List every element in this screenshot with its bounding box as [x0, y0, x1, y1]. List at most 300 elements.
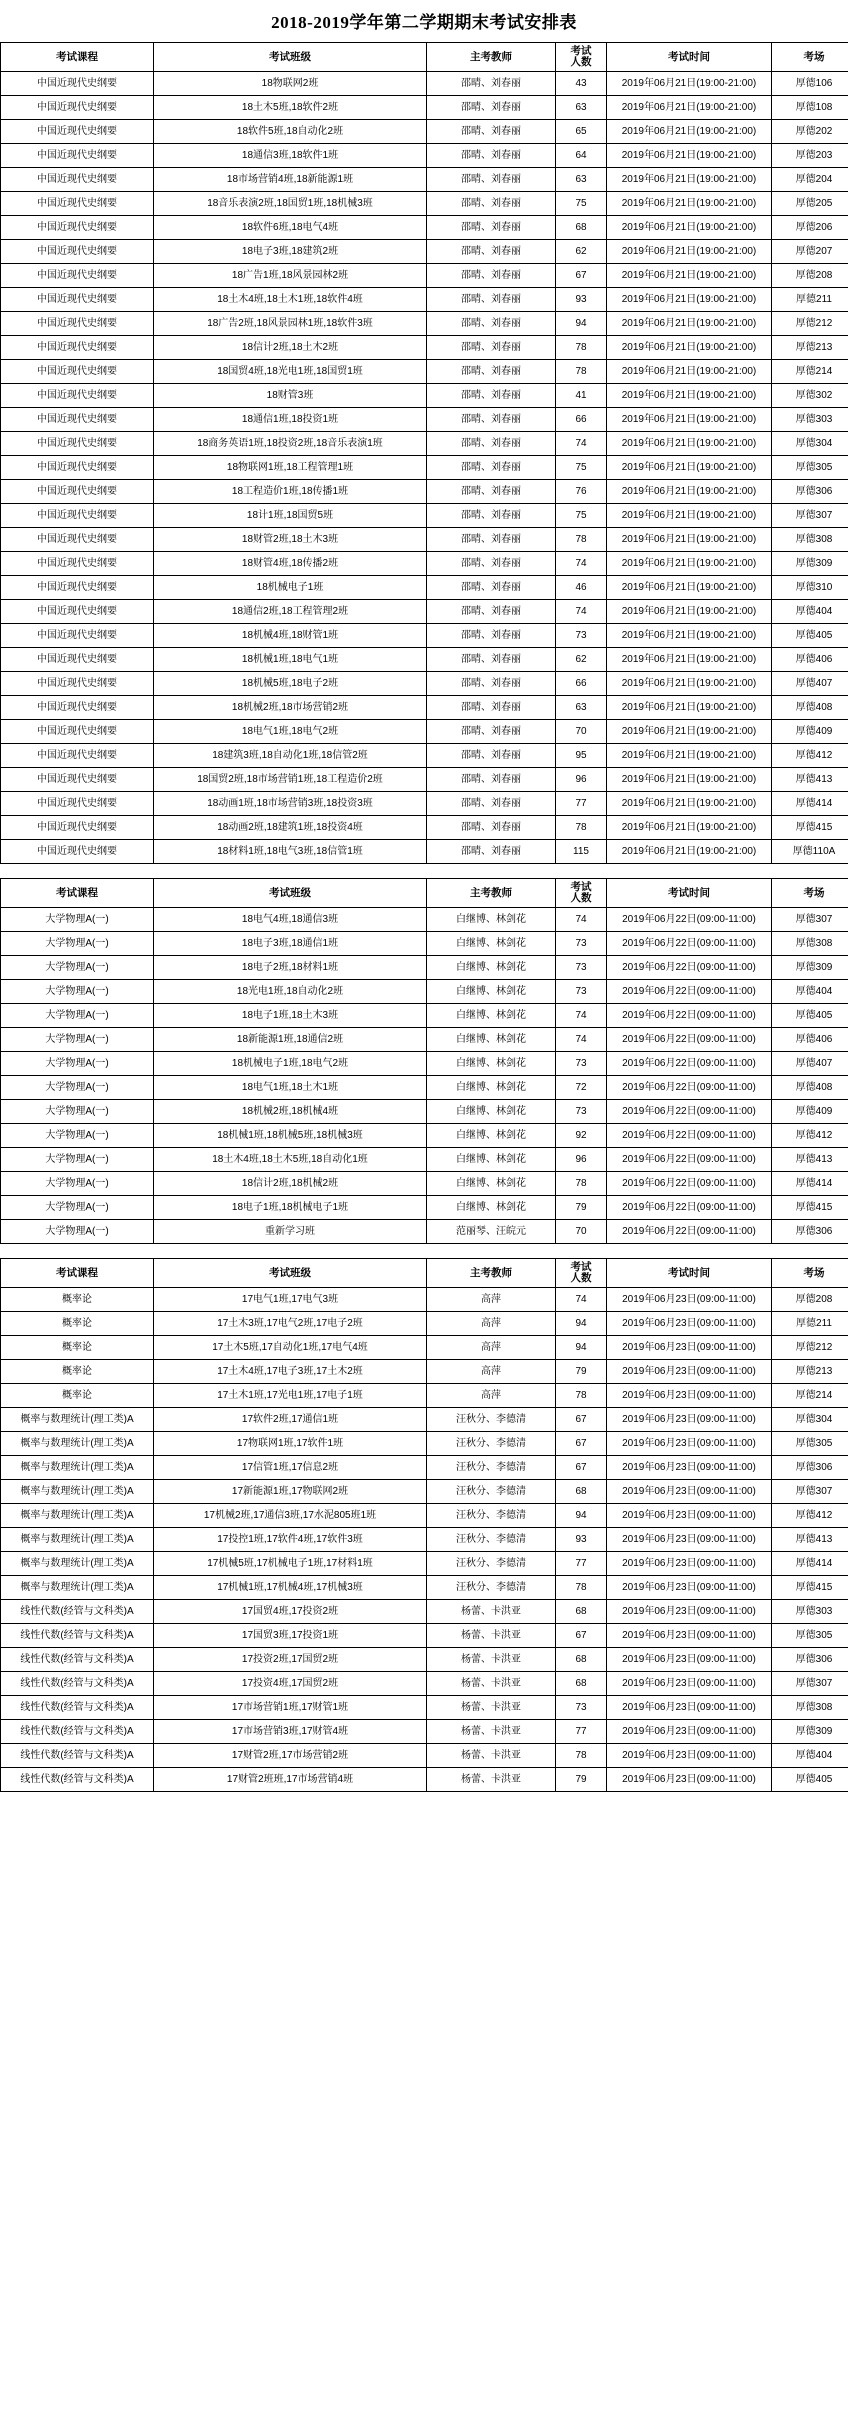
table-cell: 大学物理A(一)	[1, 1172, 154, 1196]
table-cell: 中国近现代史纲要	[1, 792, 154, 816]
table-row	[1, 1432, 848, 1456]
table-cell: 77	[556, 792, 607, 816]
table-cell: 中国近现代史纲要	[1, 528, 154, 552]
table-cell: 邵晴、刘春丽	[427, 408, 556, 432]
table-cell: 邵晴、刘春丽	[427, 192, 556, 216]
table-cell: 96	[556, 768, 607, 792]
table-cell: 厚德413	[772, 1528, 848, 1552]
table-cell: 18电子3班,18建筑2班	[154, 240, 427, 264]
table-row	[1, 1600, 848, 1624]
table-row	[1, 932, 848, 956]
table-cell: 2019年06月23日(09:00-11:00)	[607, 1576, 772, 1600]
table-cell: 2019年06月21日(19:00-21:00)	[607, 672, 772, 696]
table-row	[1, 648, 848, 672]
table-cell: 厚德409	[772, 1100, 848, 1124]
table-cell: 2019年06月23日(09:00-11:00)	[607, 1696, 772, 1720]
table-cell: 68	[556, 1480, 607, 1504]
table-cell: 厚德202	[772, 120, 848, 144]
table-cell: 18电子1班,18机械电子1班	[154, 1196, 427, 1220]
table-cell: 17土木1班,17光电1班,17电子1班	[154, 1384, 427, 1408]
table-cell: 厚德208	[772, 264, 848, 288]
table-cell: 厚德308	[772, 932, 848, 956]
table-cell: 18电气4班,18通信3班	[154, 908, 427, 932]
table-cell: 2019年06月21日(19:00-21:00)	[607, 336, 772, 360]
table-cell: 杨蕾、卡洪亚	[427, 1720, 556, 1744]
table-cell: 中国近现代史纲要	[1, 816, 154, 840]
table-cell: 17机械5班,17机械电子1班,17材料1班	[154, 1552, 427, 1576]
table-cell: 17市场营销3班,17财管4班	[154, 1720, 427, 1744]
table-cell: 2019年06月22日(09:00-11:00)	[607, 1172, 772, 1196]
table-cell: 2019年06月21日(19:00-21:00)	[607, 288, 772, 312]
table-cell: 2019年06月21日(19:00-21:00)	[607, 600, 772, 624]
table-cell: 高萍	[427, 1288, 556, 1312]
table-cell: 68	[556, 1648, 607, 1672]
table-cell: 中国近现代史纲要	[1, 144, 154, 168]
table-row	[1, 768, 848, 792]
table-row	[1, 908, 848, 932]
column-header: 考试时间	[607, 43, 772, 72]
column-header: 考试时间	[607, 1259, 772, 1288]
table-cell: 74	[556, 600, 607, 624]
table-cell: 18电子3班,18通信1班	[154, 932, 427, 956]
table-cell: 2019年06月22日(09:00-11:00)	[607, 1004, 772, 1028]
table-cell: 2019年06月23日(09:00-11:00)	[607, 1768, 772, 1792]
table-cell: 2019年06月22日(09:00-11:00)	[607, 908, 772, 932]
table-cell: 厚德310	[772, 576, 848, 600]
table-row	[1, 1004, 848, 1028]
table-cell: 2019年06月23日(09:00-11:00)	[607, 1528, 772, 1552]
table-cell: 2019年06月22日(09:00-11:00)	[607, 1124, 772, 1148]
table-cell: 2019年06月21日(19:00-21:00)	[607, 528, 772, 552]
column-header: 考场	[772, 1259, 848, 1288]
table-cell: 大学物理A(一)	[1, 1220, 154, 1244]
table-cell: 18电气1班,18电气2班	[154, 720, 427, 744]
table-cell: 邵晴、刘春丽	[427, 840, 556, 864]
table-cell: 厚德308	[772, 1696, 848, 1720]
table-cell: 18机械4班,18财管1班	[154, 624, 427, 648]
table-cell: 大学物理A(一)	[1, 980, 154, 1004]
table-cell: 中国近现代史纲要	[1, 240, 154, 264]
table-cell: 邵晴、刘春丽	[427, 720, 556, 744]
table-cell: 2019年06月22日(09:00-11:00)	[607, 1052, 772, 1076]
column-header: 主考教师	[427, 879, 556, 908]
table-cell: 邵晴、刘春丽	[427, 504, 556, 528]
table-cell: 邵晴、刘春丽	[427, 264, 556, 288]
table-cell: 74	[556, 1028, 607, 1052]
table-cell: 汪秋分、李德清	[427, 1576, 556, 1600]
table-cell: 线性代数(经管与文科类)A	[1, 1696, 154, 1720]
table-cell: 白继博、林剑花	[427, 980, 556, 1004]
table-row	[1, 1528, 848, 1552]
table-cell: 18财管3班	[154, 384, 427, 408]
table-cell: 74	[556, 908, 607, 932]
table-row	[1, 504, 848, 528]
table-row	[1, 1196, 848, 1220]
table-cell: 邵晴、刘春丽	[427, 96, 556, 120]
table-cell: 18土木5班,18软件2班	[154, 96, 427, 120]
table-cell: 白继博、林剑花	[427, 932, 556, 956]
table-cell: 中国近现代史纲要	[1, 168, 154, 192]
table-cell: 17投控1班,17软件4班,17软件3班	[154, 1528, 427, 1552]
table-cell: 白继博、林剑花	[427, 1124, 556, 1148]
table-cell: 18通信2班,18工程管理2班	[154, 600, 427, 624]
table-cell: 邵晴、刘春丽	[427, 144, 556, 168]
exam-schedule-table	[0, 878, 848, 1244]
table-cell: 中国近现代史纲要	[1, 576, 154, 600]
table-cell: 68	[556, 216, 607, 240]
table-row	[1, 1672, 848, 1696]
table-row	[1, 1100, 848, 1124]
table-cell: 范丽琴、汪皖元	[427, 1220, 556, 1244]
table-cell: 17电气1班,17电气3班	[154, 1288, 427, 1312]
table-row	[1, 1124, 848, 1148]
table-cell: 概率论	[1, 1288, 154, 1312]
table-cell: 概率论	[1, 1360, 154, 1384]
table-cell: 2019年06月21日(19:00-21:00)	[607, 720, 772, 744]
column-header: 主考教师	[427, 1259, 556, 1288]
table-cell: 2019年06月23日(09:00-11:00)	[607, 1288, 772, 1312]
table-cell: 邵晴、刘春丽	[427, 744, 556, 768]
column-header: 考试班级	[154, 1259, 427, 1288]
table-cell: 厚德108	[772, 96, 848, 120]
table-cell: 中国近现代史纲要	[1, 600, 154, 624]
table-cell: 概率与数理统计(理工类)A	[1, 1480, 154, 1504]
table-cell: 厚德305	[772, 1432, 848, 1456]
table-cell: 18国贸2班,18市场营销1班,18工程造价2班	[154, 768, 427, 792]
table-row	[1, 120, 848, 144]
table-cell: 73	[556, 980, 607, 1004]
table-cell: 94	[556, 1312, 607, 1336]
table-cell: 中国近现代史纲要	[1, 672, 154, 696]
table-cell: 中国近现代史纲要	[1, 504, 154, 528]
table-cell: 厚德306	[772, 1648, 848, 1672]
table-cell: 76	[556, 480, 607, 504]
table-cell: 厚德214	[772, 360, 848, 384]
table-cell: 2019年06月21日(19:00-21:00)	[607, 432, 772, 456]
table-row	[1, 600, 848, 624]
table-cell: 2019年06月23日(09:00-11:00)	[607, 1624, 772, 1648]
table-cell: 厚德415	[772, 1576, 848, 1600]
table-cell: 2019年06月21日(19:00-21:00)	[607, 576, 772, 600]
table-cell: 2019年06月23日(09:00-11:00)	[607, 1336, 772, 1360]
table-row	[1, 672, 848, 696]
table-cell: 18市场营销4班,18新能源1班	[154, 168, 427, 192]
table-cell: 汪秋分、李德清	[427, 1480, 556, 1504]
table-cell: 18机械1班,18机械5班,18机械3班	[154, 1124, 427, 1148]
table-row	[1, 432, 848, 456]
table-row	[1, 1336, 848, 1360]
table-row	[1, 1052, 848, 1076]
table-row	[1, 624, 848, 648]
table-row	[1, 168, 848, 192]
table-cell: 邵晴、刘春丽	[427, 240, 556, 264]
table-cell: 大学物理A(一)	[1, 1076, 154, 1100]
table-cell: 17土木3班,17电气2班,17电子2班	[154, 1312, 427, 1336]
table-cell: 邵晴、刘春丽	[427, 528, 556, 552]
table-cell: 94	[556, 1504, 607, 1528]
table-cell: 中国近现代史纲要	[1, 264, 154, 288]
table-cell: 18建筑3班,18自动化1班,18信管2班	[154, 744, 427, 768]
table-cell: 62	[556, 648, 607, 672]
table-cell: 67	[556, 1624, 607, 1648]
table-cell: 17信管1班,17信息2班	[154, 1456, 427, 1480]
table-cell: 白继博、林剑花	[427, 1100, 556, 1124]
table-cell: 杨蕾、卡洪亚	[427, 1648, 556, 1672]
table-row	[1, 792, 848, 816]
table-cell: 厚德307	[772, 908, 848, 932]
table-cell: 中国近现代史纲要	[1, 72, 154, 96]
table-cell: 17土木5班,17自动化1班,17电气4班	[154, 1336, 427, 1360]
table-cell: 厚德309	[772, 956, 848, 980]
table-cell: 邵晴、刘春丽	[427, 360, 556, 384]
table-cell: 18通信3班,18软件1班	[154, 144, 427, 168]
table-cell: 厚德304	[772, 432, 848, 456]
table-cell: 68	[556, 1600, 607, 1624]
table-cell: 17国贸3班,17投资1班	[154, 1624, 427, 1648]
table-cell: 67	[556, 264, 607, 288]
table-cell: 概率与数理统计(理工类)A	[1, 1576, 154, 1600]
table-cell: 邵晴、刘春丽	[427, 288, 556, 312]
table-cell: 18机械1班,18电气1班	[154, 648, 427, 672]
table-cell: 厚德407	[772, 672, 848, 696]
table-cell: 18光电1班,18自动化2班	[154, 980, 427, 1004]
table-cell: 大学物理A(一)	[1, 1196, 154, 1220]
table-cell: 92	[556, 1124, 607, 1148]
table-cell: 78	[556, 336, 607, 360]
table-header-row	[1, 879, 848, 908]
table-cell: 18物联网1班,18工程管理1班	[154, 456, 427, 480]
table-cell: 大学物理A(一)	[1, 1148, 154, 1172]
table-cell: 厚德307	[772, 504, 848, 528]
table-cell: 62	[556, 240, 607, 264]
table-cell: 18机械2班,18机械4班	[154, 1100, 427, 1124]
table-cell: 杨蕾、卡洪亚	[427, 1768, 556, 1792]
table-cell: 大学物理A(一)	[1, 1052, 154, 1076]
table-row	[1, 1288, 848, 1312]
table-cell: 2019年06月21日(19:00-21:00)	[607, 648, 772, 672]
table-cell: 2019年06月21日(19:00-21:00)	[607, 840, 772, 864]
table-row	[1, 1768, 848, 1792]
table-cell: 中国近现代史纲要	[1, 840, 154, 864]
table-cell: 邵晴、刘春丽	[427, 432, 556, 456]
table-cell: 17投资2班,17国贸2班	[154, 1648, 427, 1672]
table-cell: 中国近现代史纲要	[1, 744, 154, 768]
table-row	[1, 1576, 848, 1600]
table-cell: 大学物理A(一)	[1, 1100, 154, 1124]
table-cell: 2019年06月21日(19:00-21:00)	[607, 792, 772, 816]
table-row	[1, 840, 848, 864]
table-cell: 线性代数(经管与文科类)A	[1, 1648, 154, 1672]
table-cell: 厚德404	[772, 600, 848, 624]
table-cell: 2019年06月21日(19:00-21:00)	[607, 120, 772, 144]
column-header: 考试 人数	[556, 43, 607, 72]
table-cell: 汪秋分、李德清	[427, 1504, 556, 1528]
table-cell: 厚德307	[772, 1480, 848, 1504]
table-cell: 17土木4班,17电子3班,17土木2班	[154, 1360, 427, 1384]
table-cell: 厚德205	[772, 192, 848, 216]
table-cell: 厚德303	[772, 1600, 848, 1624]
column-header: 考试课程	[1, 879, 154, 908]
table-cell: 厚德305	[772, 456, 848, 480]
table-cell: 邵晴、刘春丽	[427, 624, 556, 648]
table-cell: 厚德213	[772, 336, 848, 360]
table-cell: 中国近现代史纲要	[1, 96, 154, 120]
table-cell: 中国近现代史纲要	[1, 552, 154, 576]
table-cell: 中国近现代史纲要	[1, 192, 154, 216]
table-cell: 杨蕾、卡洪亚	[427, 1600, 556, 1624]
table-cell: 邵晴、刘春丽	[427, 816, 556, 840]
table-cell: 78	[556, 360, 607, 384]
table-cell: 概率论	[1, 1384, 154, 1408]
table-header-row	[1, 43, 848, 72]
table-cell: 67	[556, 1408, 607, 1432]
table-cell: 中国近现代史纲要	[1, 456, 154, 480]
table-row	[1, 72, 848, 96]
table-cell: 75	[556, 192, 607, 216]
table-cell: 78	[556, 1172, 607, 1196]
table-cell: 厚德211	[772, 288, 848, 312]
table-cell: 73	[556, 956, 607, 980]
table-row	[1, 816, 848, 840]
table-cell: 厚德309	[772, 1720, 848, 1744]
table-cell: 白继博、林剑花	[427, 1148, 556, 1172]
table-row	[1, 1648, 848, 1672]
table-cell: 厚德414	[772, 1172, 848, 1196]
table-cell: 邵晴、刘春丽	[427, 480, 556, 504]
table-cell: 中国近现代史纲要	[1, 216, 154, 240]
table-cell: 大学物理A(一)	[1, 932, 154, 956]
table-cell: 70	[556, 1220, 607, 1244]
table-cell: 73	[556, 1052, 607, 1076]
table-cell: 2019年06月22日(09:00-11:00)	[607, 1028, 772, 1052]
table-cell: 18新能源1班,18通信2班	[154, 1028, 427, 1052]
table-cell: 厚德414	[772, 792, 848, 816]
table-cell: 63	[556, 168, 607, 192]
table-cell: 概率与数理统计(理工类)A	[1, 1408, 154, 1432]
table-cell: 2019年06月21日(19:00-21:00)	[607, 744, 772, 768]
table-cell: 白继博、林剑花	[427, 1004, 556, 1028]
table-row	[1, 240, 848, 264]
table-cell: 2019年06月23日(09:00-11:00)	[607, 1408, 772, 1432]
table-cell: 79	[556, 1196, 607, 1220]
table-cell: 18软件5班,18自动化2班	[154, 120, 427, 144]
table-cell: 18土木4班,18土木1班,18软件4班	[154, 288, 427, 312]
table-cell: 白继博、林剑花	[427, 1052, 556, 1076]
table-cell: 厚德407	[772, 1052, 848, 1076]
table-cell: 93	[556, 1528, 607, 1552]
table-cell: 79	[556, 1768, 607, 1792]
table-cell: 邵晴、刘春丽	[427, 312, 556, 336]
table-cell: 厚德304	[772, 1408, 848, 1432]
table-cell: 2019年06月23日(09:00-11:00)	[607, 1672, 772, 1696]
table-cell: 白继博、林剑花	[427, 1172, 556, 1196]
table-cell: 77	[556, 1720, 607, 1744]
table-cell: 线性代数(经管与文科类)A	[1, 1720, 154, 1744]
table-cell: 41	[556, 384, 607, 408]
table-cell: 杨蕾、卡洪亚	[427, 1744, 556, 1768]
table-cell: 17国贸4班,17投资2班	[154, 1600, 427, 1624]
table-cell: 18计1班,18国贸5班	[154, 504, 427, 528]
table-cell: 70	[556, 720, 607, 744]
table-cell: 白继博、林剑花	[427, 1196, 556, 1220]
table-row	[1, 720, 848, 744]
table-row	[1, 1408, 848, 1432]
table-cell: 厚德414	[772, 1552, 848, 1576]
table-cell: 概率与数理统计(理工类)A	[1, 1456, 154, 1480]
table-row	[1, 264, 848, 288]
table-cell: 17投资4班,17国贸2班	[154, 1672, 427, 1696]
table-cell: 18电气1班,18土木1班	[154, 1076, 427, 1100]
table-cell: 厚德204	[772, 168, 848, 192]
table-cell: 中国近现代史纲要	[1, 432, 154, 456]
table-cell: 邵晴、刘春丽	[427, 216, 556, 240]
table-cell: 18物联网2班	[154, 72, 427, 96]
table-cell: 厚德302	[772, 384, 848, 408]
table-row	[1, 528, 848, 552]
table-cell: 74	[556, 432, 607, 456]
table-cell: 线性代数(经管与文科类)A	[1, 1672, 154, 1696]
table-cell: 2019年06月22日(09:00-11:00)	[607, 1148, 772, 1172]
table-cell: 邵晴、刘春丽	[427, 696, 556, 720]
table-cell: 厚德213	[772, 1360, 848, 1384]
table-cell: 63	[556, 696, 607, 720]
table-cell: 2019年06月22日(09:00-11:00)	[607, 1076, 772, 1100]
table-cell: 79	[556, 1360, 607, 1384]
table-row	[1, 552, 848, 576]
table-cell: 94	[556, 1336, 607, 1360]
table-cell: 厚德308	[772, 528, 848, 552]
table-cell: 大学物理A(一)	[1, 908, 154, 932]
table-row	[1, 1456, 848, 1480]
table-cell: 18音乐表演2班,18国贸1班,18机械3班	[154, 192, 427, 216]
table-cell: 75	[556, 504, 607, 528]
table-cell: 18动画1班,18市场营销3班,18投资3班	[154, 792, 427, 816]
table-cell: 2019年06月21日(19:00-21:00)	[607, 96, 772, 120]
column-header: 考场	[772, 879, 848, 908]
table-cell: 2019年06月21日(19:00-21:00)	[607, 456, 772, 480]
table-cell: 高萍	[427, 1312, 556, 1336]
table-cell: 93	[556, 288, 607, 312]
table-row	[1, 1624, 848, 1648]
table-cell: 厚德405	[772, 624, 848, 648]
table-cell: 64	[556, 144, 607, 168]
table-cell: 18广告2班,18风景园林1班,18软件3班	[154, 312, 427, 336]
table-cell: 2019年06月23日(09:00-11:00)	[607, 1552, 772, 1576]
table-cell: 厚德406	[772, 1028, 848, 1052]
table-cell: 18财管4班,18传播2班	[154, 552, 427, 576]
table-cell: 厚德409	[772, 720, 848, 744]
column-header: 考试课程	[1, 43, 154, 72]
table-cell: 汪秋分、李德清	[427, 1432, 556, 1456]
table-cell: 2019年06月21日(19:00-21:00)	[607, 768, 772, 792]
table-cell: 中国近现代史纲要	[1, 480, 154, 504]
table-cell: 2019年06月21日(19:00-21:00)	[607, 360, 772, 384]
table-cell: 白继博、林剑花	[427, 1076, 556, 1100]
table-cell: 2019年06月21日(19:00-21:00)	[607, 72, 772, 96]
table-header-row	[1, 1259, 848, 1288]
table-cell: 18财管2班,18土木3班	[154, 528, 427, 552]
table-row	[1, 288, 848, 312]
table-cell: 邵晴、刘春丽	[427, 456, 556, 480]
table-cell: 线性代数(经管与文科类)A	[1, 1600, 154, 1624]
table-cell: 厚德405	[772, 1004, 848, 1028]
table-row	[1, 1220, 848, 1244]
table-cell: 63	[556, 96, 607, 120]
table-cell: 中国近现代史纲要	[1, 384, 154, 408]
table-cell: 73	[556, 932, 607, 956]
table-row	[1, 1504, 848, 1528]
table-cell: 邵晴、刘春丽	[427, 576, 556, 600]
